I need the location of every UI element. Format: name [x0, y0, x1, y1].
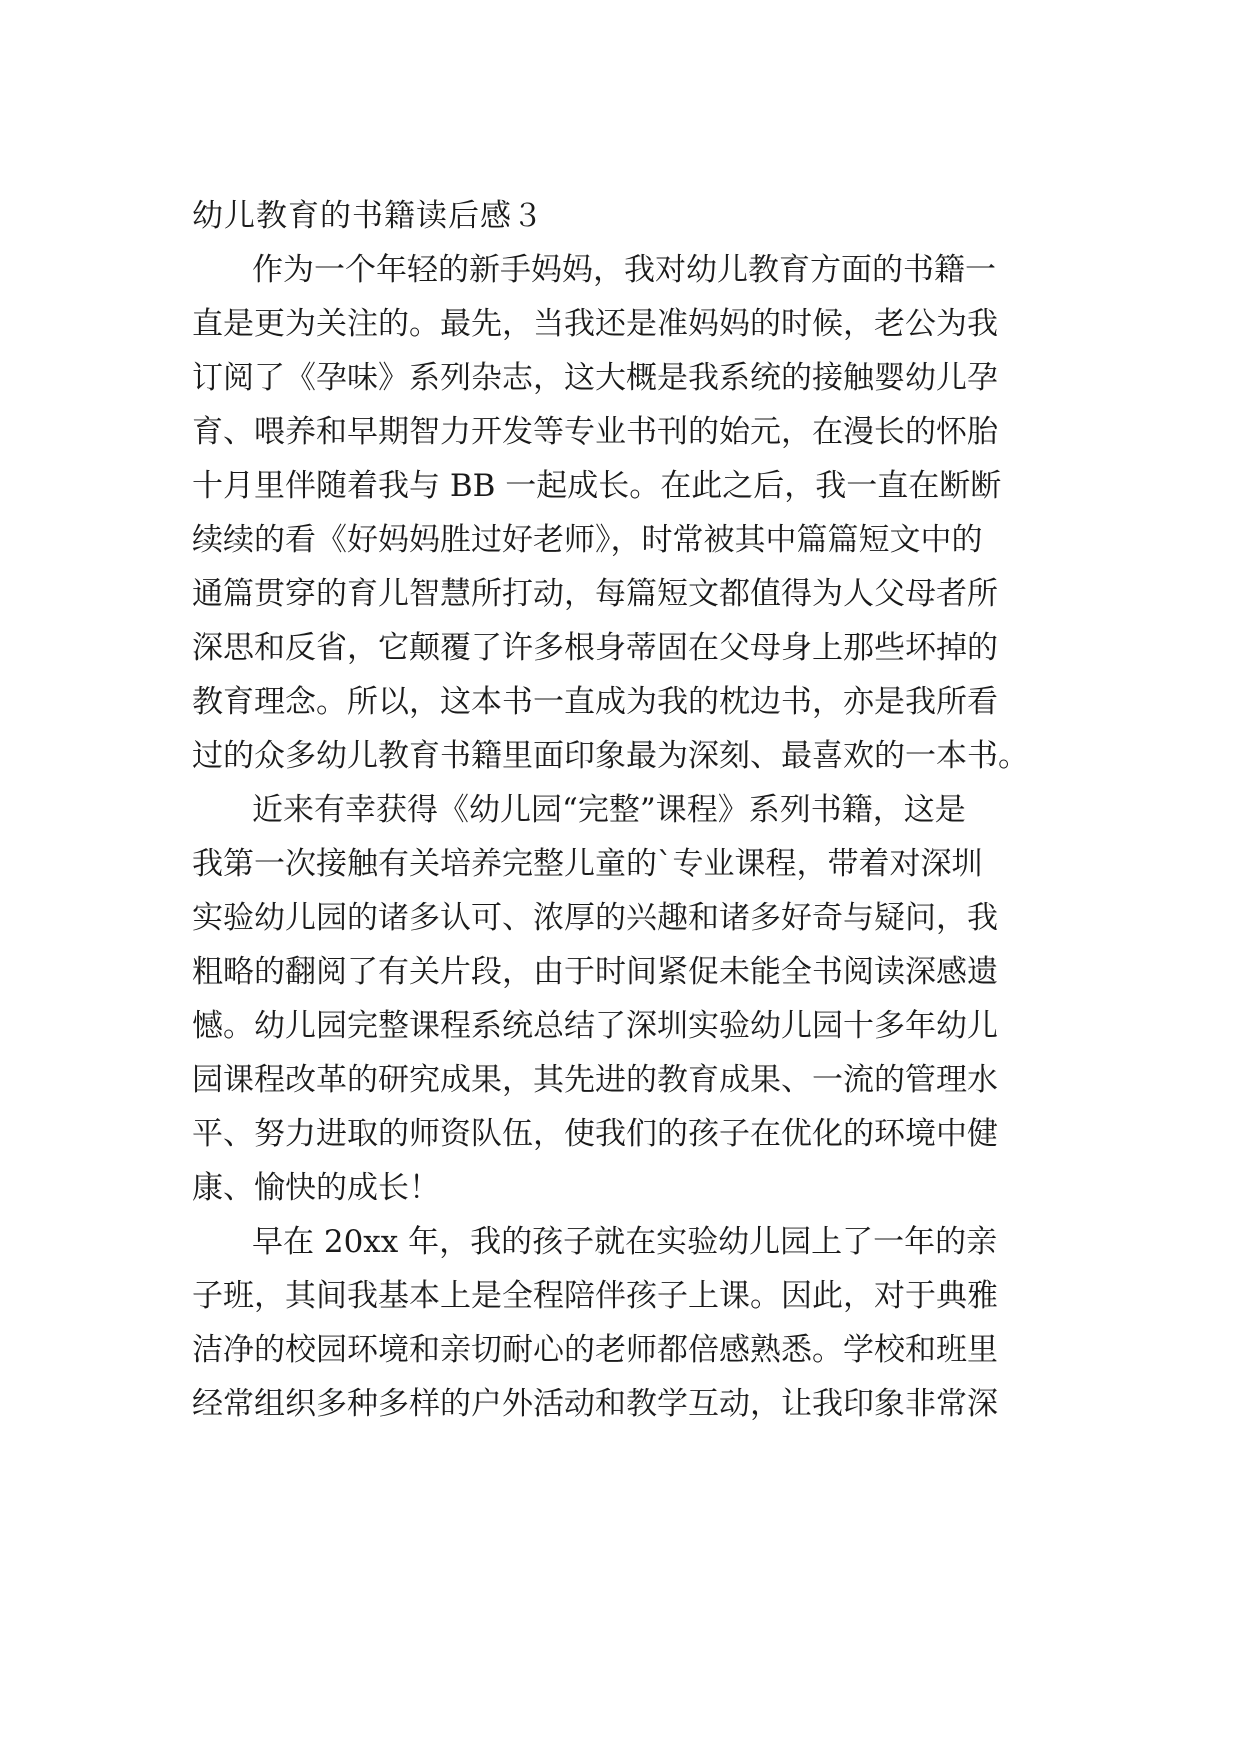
- paragraph-line: 订阅了《孕味》系列杂志，这大概是我系统的接触婴幼儿孕: [192, 360, 998, 396]
- paragraph-line: 通篇贯穿的育儿智慧所打动，每篇短文都值得为人父母者所: [192, 576, 998, 612]
- paragraph-line: 作为一个年轻的新手妈妈，我对幼儿教育方面的书籍一: [252, 252, 996, 288]
- paragraph-line: 近来有幸获得《幼儿园“完整”课程》系列书籍，这是: [252, 792, 966, 828]
- paragraph-line: 早在 20xx 年，我的孩子就在实验幼儿园上了一年的亲: [252, 1224, 998, 1260]
- paragraph-line: 园课程改革的研究成果，其先进的教育成果、一流的管理水: [192, 1062, 998, 1098]
- paragraph-line: 十月里伴随着我与 BB 一起成长。在此之后，我一直在断断: [192, 468, 1002, 504]
- paragraph-line: 子班，其间我基本上是全程陪伴孩子上课。因此，对于典雅: [192, 1278, 998, 1314]
- paragraph-line: 平、努力进取的师资队伍，使我们的孩子在优化的环境中健: [192, 1116, 998, 1152]
- paragraph-line: 经常组织多种多样的户外活动和教学互动，让我印象非常深: [192, 1386, 998, 1422]
- paragraph-line: 教育理念。所以，这本书一直成为我的枕边书，亦是我所看: [192, 684, 998, 720]
- paragraph-line: 粗略的翻阅了有关片段，由于时间紧促未能全书阅读深感遗: [192, 954, 998, 990]
- paragraph-line: 憾。幼儿园完整课程系统总结了深圳实验幼儿园十多年幼儿: [192, 1008, 998, 1044]
- paragraph-line: 我第一次接触有关培养完整儿童的`专业课程，带着对深圳: [192, 846, 983, 882]
- paragraph-line: 过的众多幼儿教育书籍里面印象最为深刻、最喜欢的一本书。: [192, 738, 1029, 774]
- paragraph-line: 育、喂养和早期智力开发等专业书刊的始元，在漫长的怀胎: [192, 414, 998, 450]
- document-title: 幼儿教育的书籍读后感３: [192, 198, 544, 234]
- paragraph-line: 洁净的校园环境和亲切耐心的老师都倍感熟悉。学校和班里: [192, 1332, 998, 1368]
- paragraph-line: 续续的看《好妈妈胜过好老师》，时常被其中篇篇短文中的: [192, 522, 983, 558]
- paragraph-line: 深思和反省，它颠覆了许多根身蒂固在父母身上那些坏掉的: [192, 630, 998, 666]
- paragraph-line: 直是更为关注的。最先，当我还是准妈妈的时候，老公为我: [192, 306, 998, 342]
- paragraph-line: 实验幼儿园的诸多认可、浓厚的兴趣和诸多好奇与疑问，我: [192, 900, 998, 936]
- paragraph-line: 康、愉快的成长！: [192, 1170, 440, 1206]
